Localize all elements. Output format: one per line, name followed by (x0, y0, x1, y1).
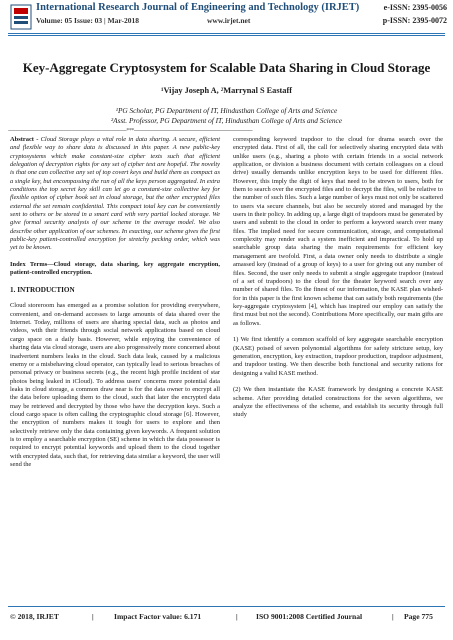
body-paragraph-1: corresponding keyword trapdoor to the cloud for drama search over the encrypted data. First of all, the call for selectively sharing encrypted data with unlike users (e.g., sharing a photo with certain friends in a social network application, or division a business document with certain colleagues on a cloud drive) usually demands unlike encryption keys to be used for different files. However, this imply the digit of keys that need to be strewn to users, both for them to search over the encrypted files and to decrypt the files, will be relative to the number of such files. Such a large number of keys must not only be scattered to users via secure channels, but also be securely stored and managed by the users in their policy. In adding up, a large digit of trapdoors must be generated by users and submit to the cloud in order to perform a keyword search over many files. The implied need for secure communication, storage, and computational complexity may render such a system inefficient and impractical. To hold up searchable group data sharing the main requirements for efficient key management are twofold. First, a data owner only needs to distribute a single amassed key (instead of a group of keys) to a user for giving out any number of files. Second, the user only needs to submit a single aggregate trapdoor (instead of a set of trapdoors) to the cloud for the theater keyword search over any number of shared files. To the finest of our information, the KASE plan wished-for in this paper is the first known scheme that can satisfy both requirements (the key-aggregate cryptosystem [4], which has inspired our employ can satisfy the first must but not the second). Contributions More specifically, our main gifts are as follows. (233, 136, 443, 327)
irjet-logo-icon (10, 4, 32, 30)
journal-website[interactable]: www.irjet.net (207, 16, 251, 25)
abstract-label: Abstract - (10, 136, 39, 143)
left-column (10, 136, 220, 478)
header-rule-secondary (8, 35, 445, 36)
p-issn: p-ISSN: 2395-0072 (382, 16, 447, 25)
index-terms-label: Index Terms (10, 261, 48, 269)
abstract-text: Cloud Storage plays a vital role in data sharing. A secure, efficient and flexible way to share data is discussed in this paper. A new public-key cryptosystems which make constant-size cipher texts such that efficient delegation of decryption rights for any set of cipher text are hopeful. The novelty is that one can collective any set of top covert keys and build them as compact as a single key, but encompassing the run of all the keys person aggregated. In extra conditions the top secret key skill can let go a constant-size collective key for flexible option of cipher book set in cloud storage, but the other encrypted files external the set remain confidential. This compact total key can be conveniently sent to others or be stored in a smart card with very partial locked storage. We give formal security analysis of our scheme in the average model. We also describe other application of our schemes. In exacting, our scheme gives the first public-key patient-controlled encryption for stretchy pecking order, which was yet to be known. (10, 136, 221, 252)
footer-iso: ISO 9001:2008 Certified Journal (256, 612, 363, 621)
index-terms-text: —Cloud storage, data sharing, key aggregate encryption, patient-controlled encryption. (10, 261, 220, 277)
section-separator: -------------------------------------------------------------------------------***------------------------------------------------------------------------------- (8, 128, 253, 134)
footer-rule (8, 606, 445, 607)
volume-issue: Volume: 05 Issue: 03 | Mar-2018 (36, 16, 139, 25)
section-heading-introduction: 1. INTRODUCTION (10, 286, 75, 295)
footer-page-number: Page 775 (404, 612, 433, 621)
header-rule (8, 33, 445, 34)
affiliation-1: ¹PG Scholar, PG Department of IT, Hindusthan College of Arts and Science (115, 106, 338, 115)
footer-divider: | (92, 612, 94, 621)
footer-impact-factor: Impact Factor value: 6.171 (114, 612, 202, 621)
footer-divider: | (236, 612, 238, 621)
contribution-2: (2) We then instantiate the KASE framework by designing a concrete KASE scheme. After providing detailed constructions for the seven algorithms, we analyze the effectiveness of the scheme, and establish its security through full study (233, 386, 443, 419)
journal-header (0, 0, 453, 40)
intro-paragraph: Cloud storeroom has emerged as a promise solution for providing everywhere, convenient, and on-demand accesses to large amounts of data shared over the Internet. Today, millions of users are sharing special data, such as photos and videos, with their friends through social network applications based on cloud cargo space on a daily basis. However, while enjoying the convenience of sharing data via cloud storage, users are also progressively more concerned about inadvertent numbers leaks in the cloud. Such data leak, caused by a malicious enemy or a misbehaving cloud operator, can typically lead to serious breaches of personal privacy or business secrets (e.g., the recent high profile incident of star photos being leaked in iCloud). To address users' concerns more potential data leaks in cloud storage, a common draw near is for the data owner to encrypt all the data before uploading them to the cloud, such that later the encrypted data may be retrieved and decrypted by those who have the decryption keys. Such a cloud cargo space is often calling the cryptographic cloud storage [6]. However, the encryption of numbers makes it tough for users to explore and then selectively retrieve only the data containing given keywords. A frequent solution is to employ a searchable encryption (SE) scheme in which the data possessor is required to encrypt potential keywords and upload them to the cloud together with encrypted data, such that, for retrieving data similar a keyword, the user will send the (10, 302, 220, 468)
e-issn: e-ISSN: 2395-0056 (383, 3, 447, 12)
footer-divider: | (392, 612, 394, 621)
contribution-1: 1) We first identify a common scaffold of key aggregate searchable encryption (KASE) poised of seven polynomial algorithms for safety stricture setup, key generation, encryption, key extraction, trapdoor production, trapdoor adjustment, and trapdoor testing. We then describe both functional and security rations for designing a valid KASE method. (233, 336, 443, 377)
index-terms (10, 261, 220, 278)
journal-name: International Research Journal of Engineering and Technology (IRJET) (36, 2, 360, 13)
right-column (233, 136, 443, 428)
paper-title: Key-Aggregate Cryptosystem for Scalable Data Sharing in Cloud Storage (22, 60, 431, 75)
affiliation-2: ²Asst. Professor, PG Department of IT, Hindusthan College of Arts and Science (110, 116, 343, 125)
footer-copyright: © 2018, IRJET (10, 612, 59, 621)
abstract (10, 136, 220, 253)
paper-authors: ¹Vijay Joseph A, ²Marrynal S Eastaff (161, 86, 292, 95)
